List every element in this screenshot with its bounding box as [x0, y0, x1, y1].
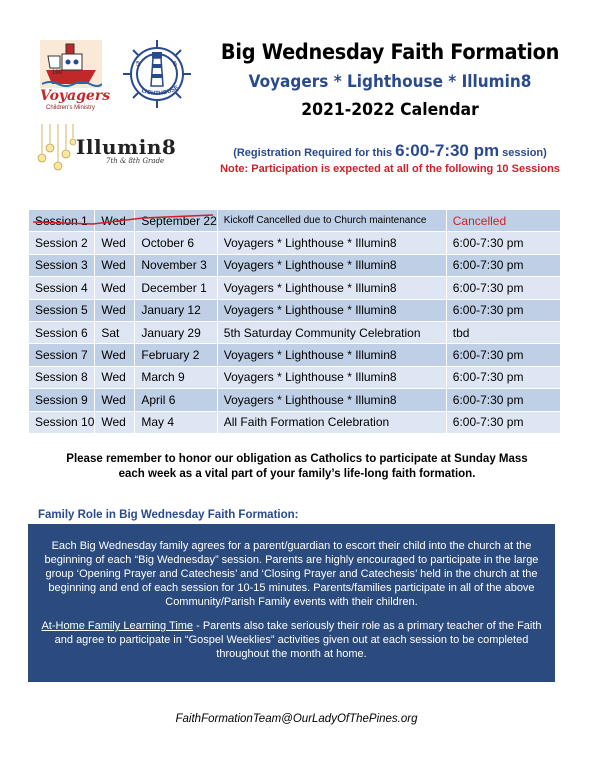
ship-icon	[40, 40, 102, 88]
table-cell-date: January 12	[135, 299, 217, 321]
participation-note: Note: Participation is expected at all of the following 10 Sessions	[220, 163, 560, 175]
program-names: Voyagers * Lighthouse * Illumin8	[248, 72, 532, 92]
table-cell-time: 6:00-7:30 pm	[446, 389, 560, 411]
table-cell-session: Session 8	[29, 366, 95, 388]
voyagers-logo	[32, 32, 112, 114]
table-cell-day: Sat	[95, 321, 135, 343]
table-cell-event: All Faith Formation Celebration	[217, 411, 446, 433]
table-cell-time: Cancelled	[446, 210, 560, 232]
mass-reminder	[60, 452, 534, 482]
table-cell-event: Voyagers * Lighthouse * Illumin8	[217, 299, 446, 321]
table-cell-day: Wed	[95, 299, 135, 321]
contact-email-link[interactable]: FaithFormationTeam@OurLadyOfThePines.org	[175, 713, 418, 725]
session-schedule-table	[28, 209, 561, 434]
table-cell-day: Wed	[95, 277, 135, 299]
table-cell-event: Voyagers * Lighthouse * Illumin8	[217, 232, 446, 254]
table-cell-event: Kickoff Cancelled due to Church maintenance	[217, 210, 446, 232]
svg-text:6: 6	[173, 61, 177, 68]
table-cell-session: Session 2	[29, 232, 95, 254]
table-cell-time: 6:00-7:30 pm	[446, 366, 560, 388]
family-role-heading: Family Role in Big Wednesday Faith Formation:	[38, 509, 299, 521]
table-cell-day: Wed	[95, 344, 135, 366]
registration-post: session)	[499, 147, 547, 159]
table-cell-event: Voyagers * Lighthouse * Illumin8	[217, 254, 446, 276]
table-cell-date: December 1	[135, 277, 217, 299]
mass-reminder-line-2: each week as a vital part of your family’s life-long faith formation.	[118, 468, 476, 480]
table-cell-date: March 9	[135, 366, 217, 388]
table-row	[29, 321, 561, 343]
table-row	[29, 344, 561, 366]
table-row	[29, 210, 561, 232]
lighthouse-wheel-icon	[118, 36, 196, 110]
table-cell-session: Session 10	[29, 411, 95, 433]
lighthouse-logo	[118, 36, 196, 110]
table-cell-date: September 22	[135, 210, 217, 232]
table-cell-day: Wed	[95, 366, 135, 388]
table-cell-date: April 6	[135, 389, 217, 411]
table-cell-session: Session 6	[29, 321, 95, 343]
table-cell-time: 6:00-7:30 pm	[446, 299, 560, 321]
illumin8-logo	[36, 124, 176, 184]
table-cell-day: Wed	[95, 232, 135, 254]
table-cell-event: Voyagers * Lighthouse * Illumin8	[217, 344, 446, 366]
table-cell-session: Session 4	[29, 277, 95, 299]
voyagers-subtitle: Children's Ministry	[46, 105, 95, 111]
table-cell-date: February 2	[135, 344, 217, 366]
table-cell-session: Session 1	[29, 210, 95, 232]
table-cell-day: Wed	[95, 210, 135, 232]
table-row	[29, 232, 561, 254]
registration-pre: (Registration Required for this	[233, 147, 396, 159]
table-cell-event: Voyagers * Lighthouse * Illumin8	[217, 366, 446, 388]
registration-line	[200, 141, 580, 161]
family-role-paragraph-1: Each Big Wednesday family agrees for a parent/guardian to escort their child into the church at the beginning of each “Big Wednesday” session. Parents are highly encouraged to participate in the large group ‘Opening Prayer and Catechesis’ and ‘Closing Prayer and Catechesis’ held in the church at the beginning and end of each session for 10-15 minutes. Parents/families participate in all of the above Community/Parish Family events with their children.	[44, 540, 539, 608]
table-cell-date: October 6	[135, 232, 217, 254]
mass-reminder-line-1: Please remember to honor our obligation as Catholics to participate at Sunday Mass	[66, 453, 528, 465]
table-cell-time: 6:00-7:30 pm	[446, 411, 560, 433]
table-cell-day: Wed	[95, 389, 135, 411]
table-row	[29, 277, 561, 299]
table-cell-day: Wed	[95, 254, 135, 276]
table-cell-time: 6:00-7:30 pm	[446, 277, 560, 299]
table-cell-event: Voyagers * Lighthouse * Illumin8	[217, 389, 446, 411]
lighthouse-wordmark: LIGHTHOUSE	[140, 85, 180, 98]
table-row	[29, 254, 561, 276]
table-cell-session: Session 5	[29, 299, 95, 321]
table-cell-session: Session 3	[29, 254, 95, 276]
table-row	[29, 411, 561, 433]
table-row	[29, 366, 561, 388]
illumin8-subtitle: 7th & 8th Grade	[106, 157, 165, 165]
illumin8-wordmark: Illumin8	[76, 135, 177, 159]
sail-number: 100	[52, 70, 63, 76]
table-cell-session: Session 9	[29, 389, 95, 411]
voyagers-wordmark: Voyagers	[40, 88, 111, 104]
svg-text:LIGHTHOUSE	[141, 85, 180, 97]
table-cell-time: 6:00-7:30 pm	[446, 254, 560, 276]
at-home-learning-text: - Parents also take seriously their role as a primary teacher of the Faith and agree to participate in “Gospel Weeklies” activities given out at each session to be completed throughout the month at home.	[54, 620, 542, 660]
page-title: Big Wednesday Faith Formation	[220, 40, 560, 64]
table-cell-time: 6:00-7:30 pm	[446, 232, 560, 254]
family-role-paragraph-2	[38, 619, 545, 661]
table-cell-session: Session 7	[29, 344, 95, 366]
table-cell-time: tbd	[446, 321, 560, 343]
calendar-year: 2021-2022 Calendar	[301, 100, 479, 120]
table-cell-day: Wed	[95, 411, 135, 433]
svg-text:5: 5	[136, 61, 140, 68]
table-row	[29, 389, 561, 411]
table-cell-date: November 3	[135, 254, 217, 276]
family-role-box	[28, 524, 555, 682]
table-cell-date: January 29	[135, 321, 217, 343]
table-cell-time: 6:00-7:30 pm	[446, 344, 560, 366]
table-row	[29, 299, 561, 321]
registration-time: 6:00-7:30 pm	[395, 141, 500, 160]
at-home-learning-label: At-Home Family Learning Time	[41, 620, 194, 632]
lightbulbs-icon	[36, 124, 76, 184]
table-cell-event: 5th Saturday Community Celebration	[217, 321, 446, 343]
table-cell-date: May 4	[135, 411, 217, 433]
table-cell-event: Voyagers * Lighthouse * Illumin8	[217, 277, 446, 299]
